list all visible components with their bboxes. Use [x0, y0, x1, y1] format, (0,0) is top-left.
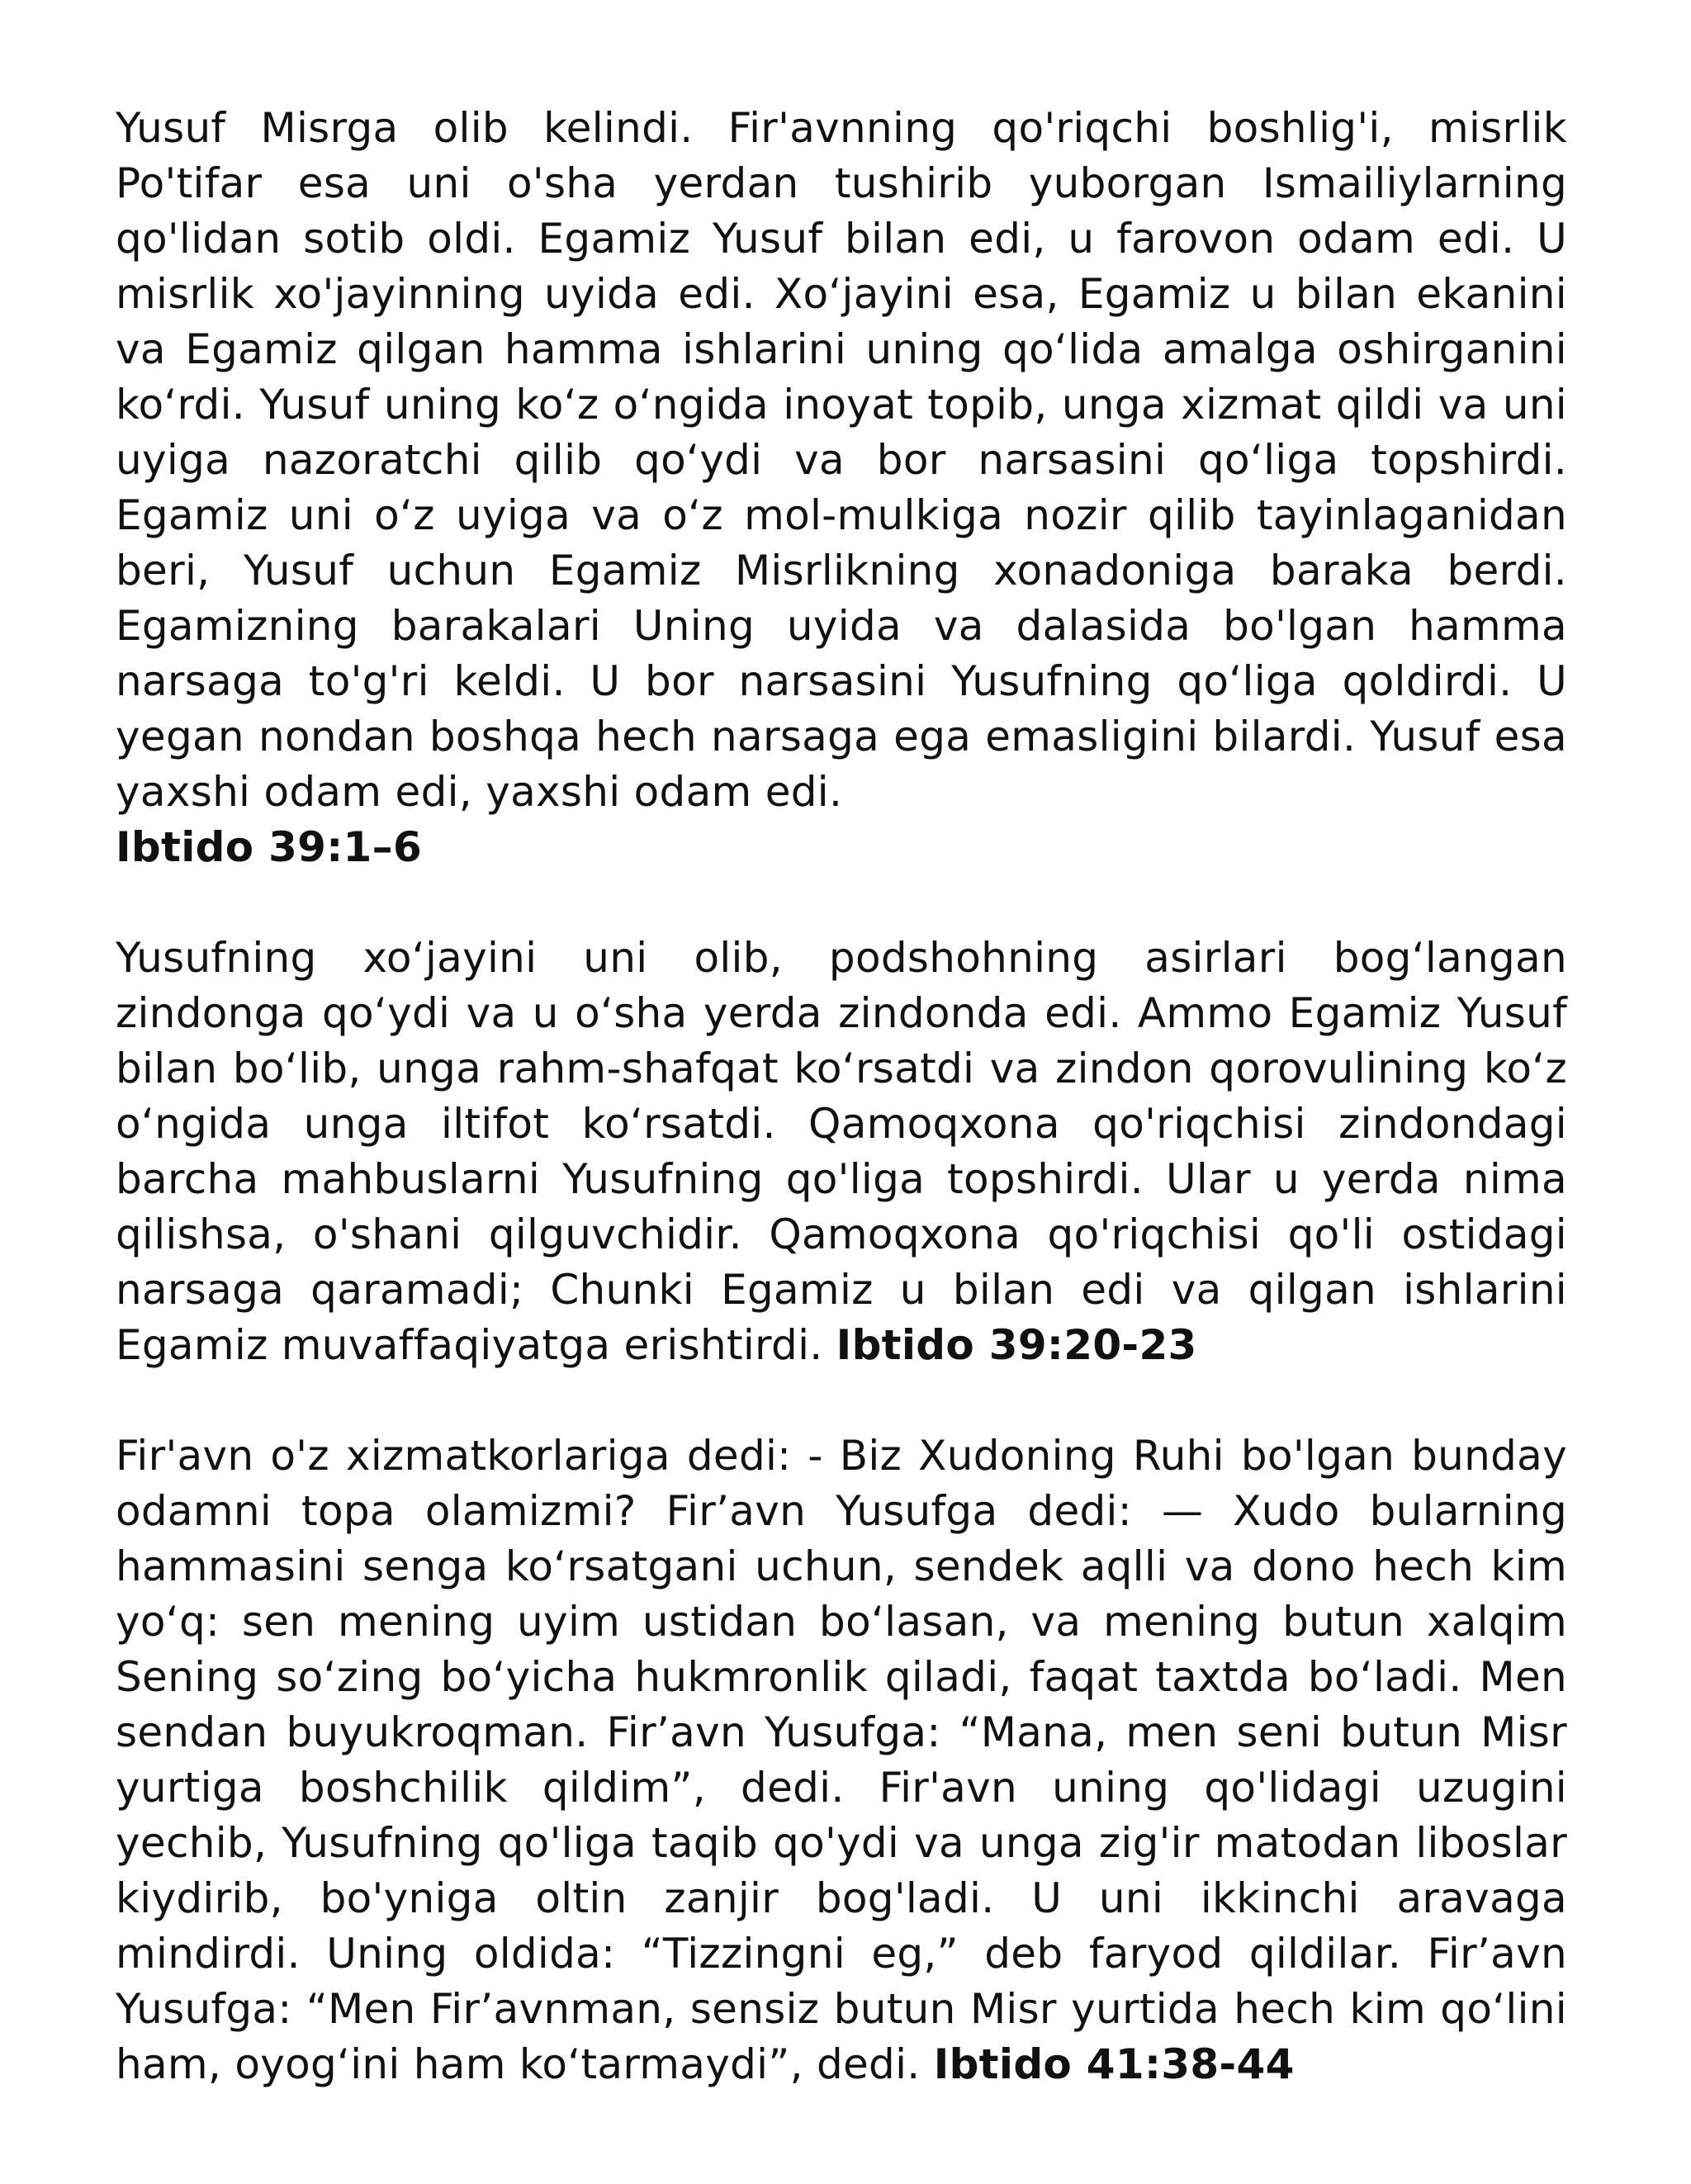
passage-2-reference: Ibtido 39:20-23 [836, 1321, 1197, 1369]
passage-3-text: Fir'avn o'z xizmatkorlariga dedi: - Biz Xudoning Ruhi bo'lgan bunday odamni topa olamizmi? Fir’avn Yusufga dedi: — Xudo bularning hammasini senga ko‘rsatgani uchun, sendek aqlli va dono hech kim yo‘q: sen mening uyim ustidan bo‘lasan, va mening butun xalqim Sening so‘zing bo‘yicha hukmronlik qiladi, faqat taxtda bo‘ladi. Men sendan buyukroqman. Fir’avn Yusufga: “Mana, men seni butun Misr yurtiga boshchilik qildim”, dedi. Fir'avn uning qo'lidagi uzugini yechib, Yusufning qo'liga taqib qo'ydi va unga zig'ir matodan liboslar kiydirib, bo'yniga oltin zanjir bog'ladi. U uni ikkinchi aravaga mindirdi. Uning oldida: “Tizzingni eg,” deb faryod qildilar. Fir’avn Yusufga: “Men Fir’avnman, sensiz butun Misr yurtida hech kim qo‘lini ham, oyog‘ini ham ko‘tarmaydi”, dedi. [116, 1432, 1567, 2088]
passage-2-text: Yusufning xo‘jayini uni olib, podshohning asirlari bog‘langan zindonga qo‘ydi va u o‘sha yerda zindonda edi. Ammo Egamiz Yusuf bilan bo‘lib, unga rahm-shafqat ko‘rsatdi va zindon qorovulining ko‘z o‘ngida unga iltifot ko‘rsatdi. Qamoqxona qo'riqchisi zindondagi barcha mahbuslarni Yusufning qo'liga topshirdi. Ular u yerda nima qilishsa, o'shani qilguvchidir. Qamoqxona qo'riqchisi qo'li ostidagi narsaga qaramadi; Chunki Egamiz u bilan edi va qilgan ishlarini Egamiz muvaffaqiyatga erishtirdi. [116, 934, 1567, 1369]
passage-2 [116, 931, 1567, 1373]
passage-3-reference: Ibtido 41:38-44 [933, 2040, 1295, 2088]
passage-1-text: Yusuf Misrga olib kelindi. Fir'avnning qo'riqchi boshlig'i, misrlik Po'tifar esa uni o'sha yerdan tushirib yuborgan Ismailiylarning qo'lidan sotib oldi. Egamiz Yusuf bilan edi, u farovon odam edi. U misrlik xo'jayinning uyida edi. Xo‘jayini esa, Egamiz u bilan ekanini va Egamiz qilgan hamma ishlarini uning qo‘lida amalga oshirganini ko‘rdi. Yusuf uning ko‘z o‘ngida inoyat topib, unga xizmat qildi va uni uyiga nazoratchi qilib qo‘ydi va bor narsasini qo‘liga topshirdi. Egamiz uni o‘z uyiga va o‘z mol-mulkiga nozir qilib tayinlaganidan beri, Yusuf uchun Egamiz Misrlikning xonadoniga baraka berdi. Egamizning barakalari Uning uyida va dalasida bo'lgan hamma narsaga to'g'ri keldi. U bor narsasini Yusufning qo‘liga qoldirdi. U yegan nondan boshqa hech narsaga ega emasligini bilardi. Yusuf esa yaxshi odam edi, yaxshi odam edi. [116, 104, 1567, 816]
passage-1 [116, 101, 1567, 875]
passage-3 [116, 1428, 1567, 2092]
document-page [116, 101, 1567, 2148]
passage-1-reference: Ibtido 39:1–6 [116, 823, 423, 871]
